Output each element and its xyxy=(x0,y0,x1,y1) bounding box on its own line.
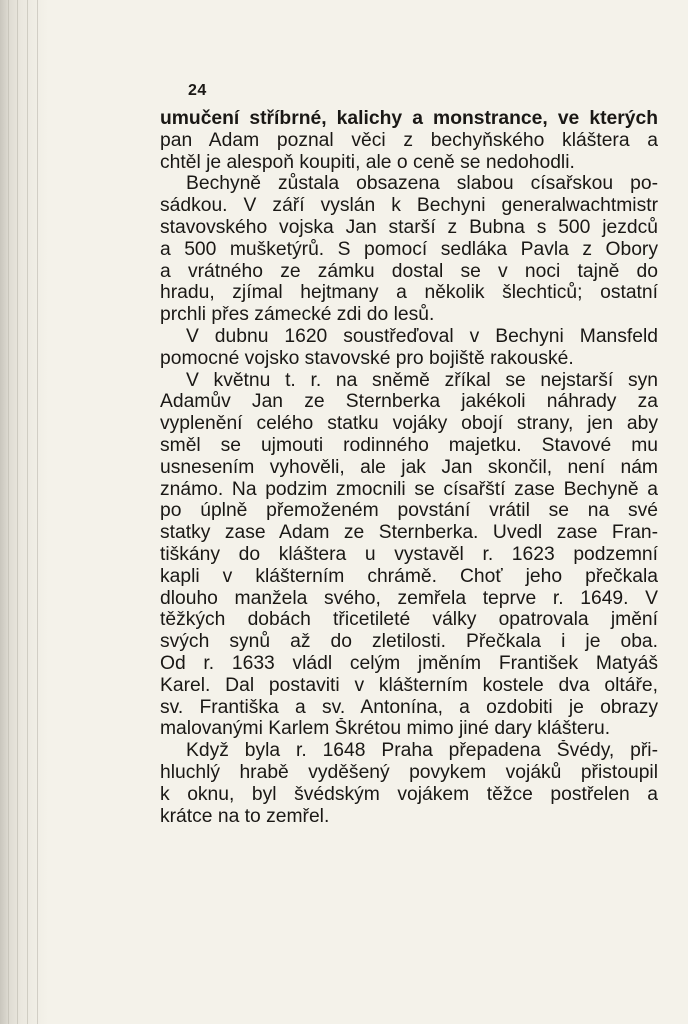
text-line: Karel. Dal postaviti v klášterním kostele dva oltáře, xyxy=(160,674,658,696)
text-line: usnesením vyhověli, ale jak Jan skončil, není nám xyxy=(160,456,658,478)
text-line: k oknu, byl švédským vojákem těžce postřelen a xyxy=(160,783,658,805)
text-line: těžkých dobách třicetileté války opatrovala jmění xyxy=(160,609,658,631)
text-line: tiškány do kláštera u vystavěl r. 1623 podzemní xyxy=(160,543,658,565)
text-line: sádkou. V září vyslán k Bechyni generalwachtmistr xyxy=(160,195,658,217)
text-line: hradu, zjímal hejtmany a několik šlechticů; ostatní xyxy=(160,282,658,304)
text-line: krátce na to zemřel. xyxy=(160,805,330,827)
page-number: 24 xyxy=(188,82,207,99)
text-line: Bechyně zůstala obsazena slabou císařskou po- xyxy=(186,173,658,195)
text-line: Od r. 1633 vládl celým jměním František Matyáš xyxy=(160,652,658,674)
text-line: sv. Františka a sv. Antonína, a ozdobiti je obrazy xyxy=(160,696,658,718)
page-text xyxy=(160,108,658,827)
binding-line xyxy=(17,0,18,1024)
text-line: umučení stříbrné, kalichy a monstrance, ve kterých xyxy=(160,108,658,129)
text-line: Když byla r. 1648 Praha přepadena Švédy, při- xyxy=(186,740,658,762)
binding-line xyxy=(27,0,28,1024)
text-line: směl se ujmouti rodinného majetku. Stavové mu xyxy=(160,434,658,456)
text-line: chtěl je alespoň koupiti, ale o ceně se nedohodli. xyxy=(160,151,575,173)
text-line: po úplně přemoženém povstání vrátil se na své xyxy=(160,500,658,522)
text-line: kapli v klášterním chrámě. Choť jeho přečkala xyxy=(160,565,658,587)
binding-line xyxy=(8,0,9,1024)
text-line: Adamův Jan ze Sternberka jakékoli náhrady za xyxy=(160,391,658,413)
text-line: hluchlý hrabě vyděšený povykem vojáků přistoupil xyxy=(160,761,658,783)
text-line: známo. Na podzim zmocnili se císařští zase Bechyně a xyxy=(160,478,658,500)
binding-line xyxy=(37,0,38,1024)
text-line: prchli přes zámecké zdi do lesů. xyxy=(160,304,435,326)
text-line: V květnu t. r. na sněmě zříkal se nejstarší syn xyxy=(186,369,658,391)
text-line: vyplenění celého statku vojáky obojí strany, jen aby xyxy=(160,413,658,435)
text-line: malovanými Karlem Škrétou mimo jiné dary klášteru. xyxy=(160,718,611,740)
text-line: stavovského vojska Jan starší z Bubna s 500 jezdců xyxy=(160,216,658,238)
text-line: svých synů až do zletilosti. Přečkala i je oba. xyxy=(160,631,658,653)
text-line: dlouho manžela svého, zemřela teprve r. 1649. V xyxy=(160,587,658,609)
text-line: a vrátného ze zámku dostal se v noci tajně do xyxy=(160,260,658,282)
text-line: pomocné vojsko stavovské pro bojiště rakouské. xyxy=(160,347,574,369)
text-line: a 500 mušketýrů. S pomocí sedláka Pavla z Obory xyxy=(160,238,658,260)
text-line: pan Adam poznal věci z bechyňského kláštera a xyxy=(160,129,658,151)
text-line: statky zase Adam ze Sternberka. Uvedl zase Fran- xyxy=(160,522,658,544)
text-line: V dubnu 1620 soustřeďoval v Bechyni Mansfeld xyxy=(186,325,658,347)
